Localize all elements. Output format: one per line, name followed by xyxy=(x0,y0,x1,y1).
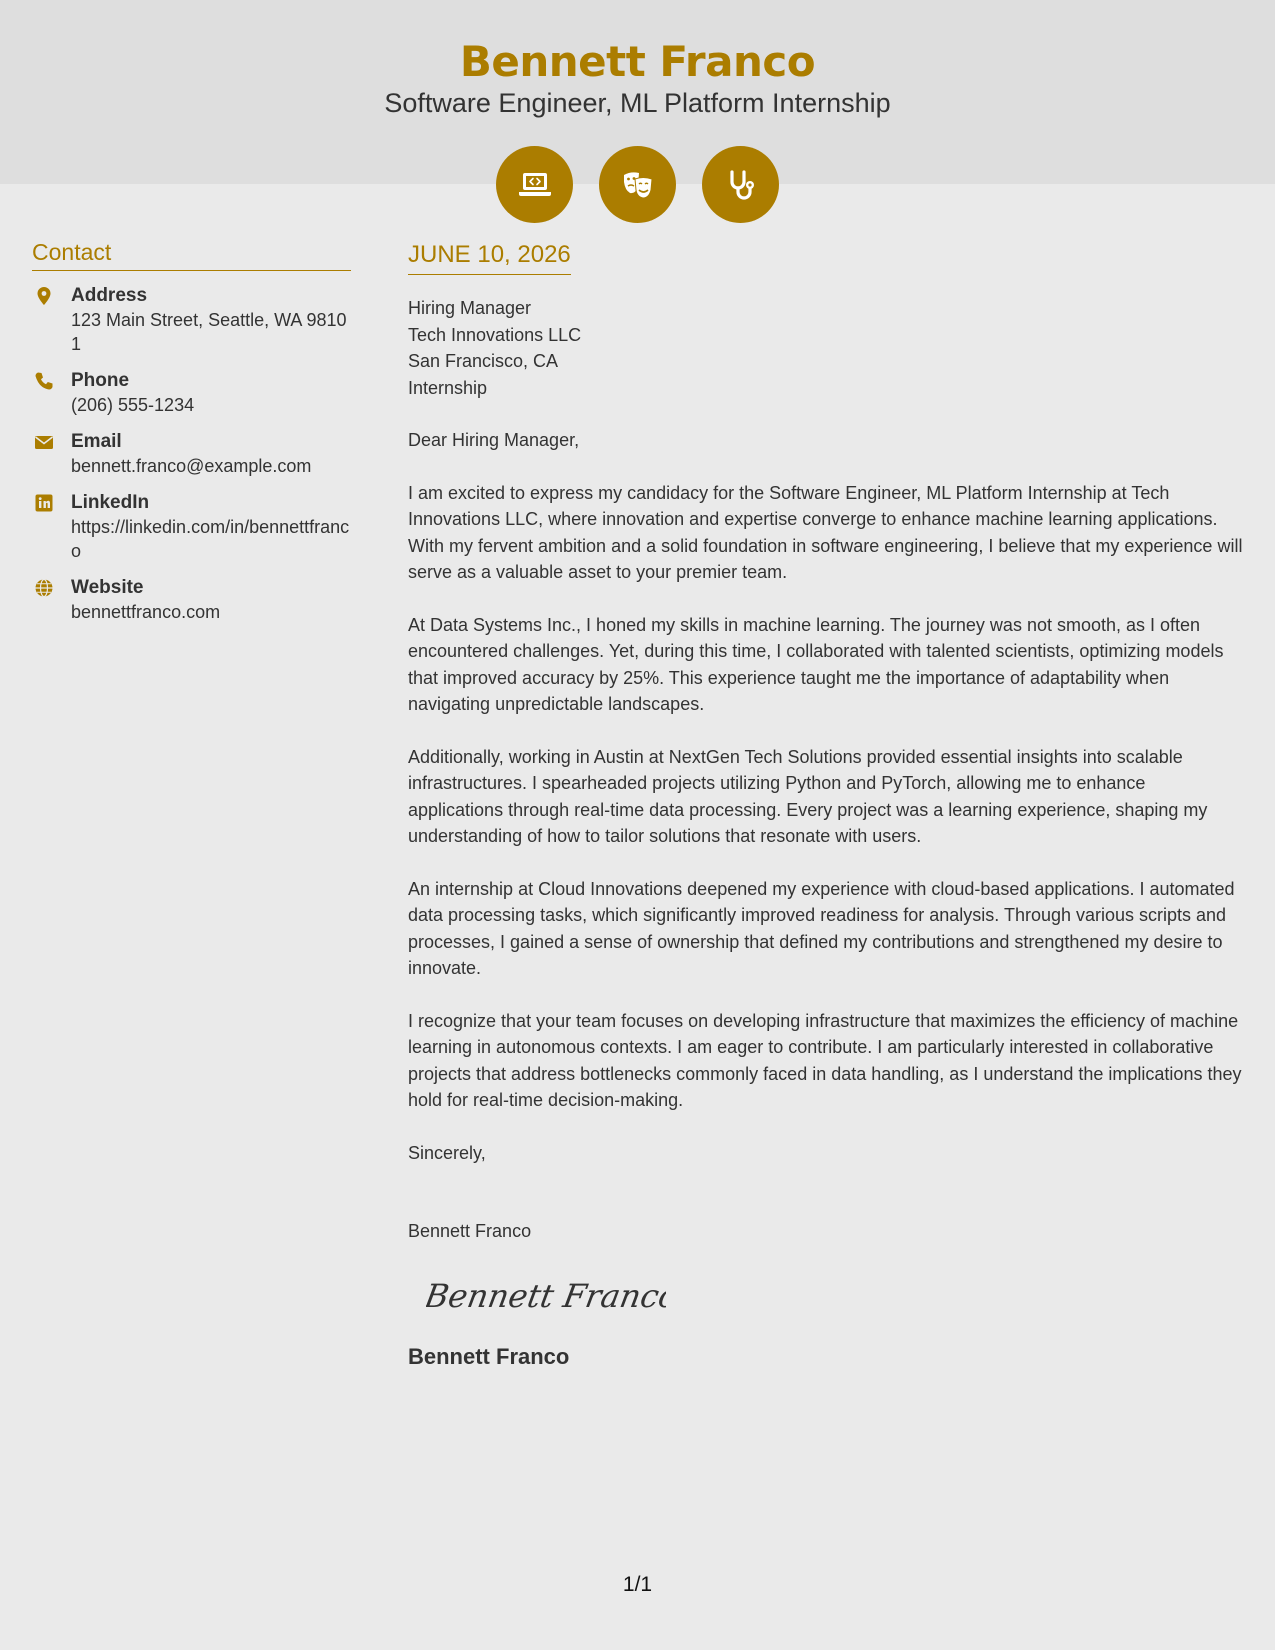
contact-value[interactable]: bennettfranco.com xyxy=(71,602,221,622)
contact-value[interactable]: https://linkedin.com/in/bennettfranco xyxy=(71,517,350,561)
contact-phone xyxy=(32,369,351,417)
letter-body xyxy=(408,240,1243,1371)
stethoscope-icon xyxy=(702,146,779,223)
letter-date: JUNE 10, 2026 xyxy=(408,240,571,275)
contact-value: bennett.franco@example.com xyxy=(71,456,312,476)
contact-address xyxy=(32,284,351,356)
contact-website xyxy=(32,576,351,624)
contact-heading: Contact xyxy=(32,238,351,271)
contact-linkedin xyxy=(32,491,351,563)
applicant-name: Bennett Franco xyxy=(459,37,816,86)
contact-sidebar xyxy=(32,238,351,624)
closing: Sincerely, xyxy=(408,1142,486,1163)
recipient-block xyxy=(408,295,1243,401)
contact-value: 123 Main Street, Seattle, WA 98101 xyxy=(71,310,347,354)
letter-paragraph: Additionally, working in Austin at NextGen Tech Solutions provided essential insights into scalable infrastructures. I spearheaded projects utilizing Python and PyTorch, allowing me to enhance applications through real-time data processing. Every project was a learning experience, shaping my understanding of how to tailor solutions that resonate with users. xyxy=(408,746,1208,846)
letter-paragraph: I am excited to express my candidacy for the Software Engineer, ML Platform Internship at Tech Innovations LLC, where innovation and expertise converge to enhance machine learning applications. With my fervent ambition and a solid foundation in software engineering, I believe that my experience will serve as a valuable asset to your premier team. xyxy=(408,482,1243,582)
letter-paragraph: I recognize that your team focuses on developing infrastructure that maximizes the efficiency of machine learning in autonomous contexts. I am eager to contribute. I am particularly interested in collaborative projects that address bottlenecks commonly faced in data handling, as I understand the implications they hold for real-time decision-making. xyxy=(408,1010,1242,1110)
job-title: Software Engineer, ML Platform Internship xyxy=(384,88,891,118)
location-pin-icon xyxy=(34,286,54,306)
signature-text: Bennett Franco xyxy=(426,1276,666,1315)
phone-icon xyxy=(34,371,54,391)
salutation: Dear Hiring Manager, xyxy=(408,430,580,450)
recipient-line: San Francisco, CA xyxy=(408,351,559,371)
contact-label: Address xyxy=(71,285,148,306)
contact-email xyxy=(32,430,351,478)
envelope-icon xyxy=(34,432,54,452)
interest-icons xyxy=(0,146,1275,223)
page-number: 1/1 xyxy=(622,1573,653,1596)
contact-value: (206) 555-1234 xyxy=(71,395,195,415)
printed-name: Bennett Franco xyxy=(408,1343,570,1369)
contact-label: LinkedIn xyxy=(71,492,150,513)
recipient-line: Hiring Manager xyxy=(408,298,532,318)
letter-paragraph: An internship at Cloud Innovations deepened my experience with cloud-based applications. I automated data processing tasks, which significantly improved readiness for analysis. Through various scripts and processes, I gained a sense of ownership that defined my contributions and strengthened my desire to innovate. xyxy=(408,878,1235,978)
recipient-line: Internship xyxy=(408,377,488,398)
theater-masks-icon xyxy=(599,146,676,223)
recipient-line: Tech Innovations LLC xyxy=(408,324,582,345)
contact-label: Phone xyxy=(71,370,130,391)
linkedin-icon xyxy=(34,493,54,513)
letter-paragraph: At Data Systems Inc., I honed my skills in machine learning. The journey was not smooth, as I often encountered challenges. Yet, during this time, I collaborated with talented scientists, optimizing models that improved accuracy by 25%. This experience taught me the importance of adaptability when navigating unpredictable landscapes. xyxy=(408,614,1224,714)
contact-label: Website xyxy=(71,577,144,598)
globe-icon xyxy=(34,578,54,598)
closing-name: Bennett Franco xyxy=(408,1221,532,1241)
laptop-code-icon xyxy=(496,146,573,223)
handwritten-signature xyxy=(426,1269,666,1319)
contact-label: Email xyxy=(71,431,122,452)
